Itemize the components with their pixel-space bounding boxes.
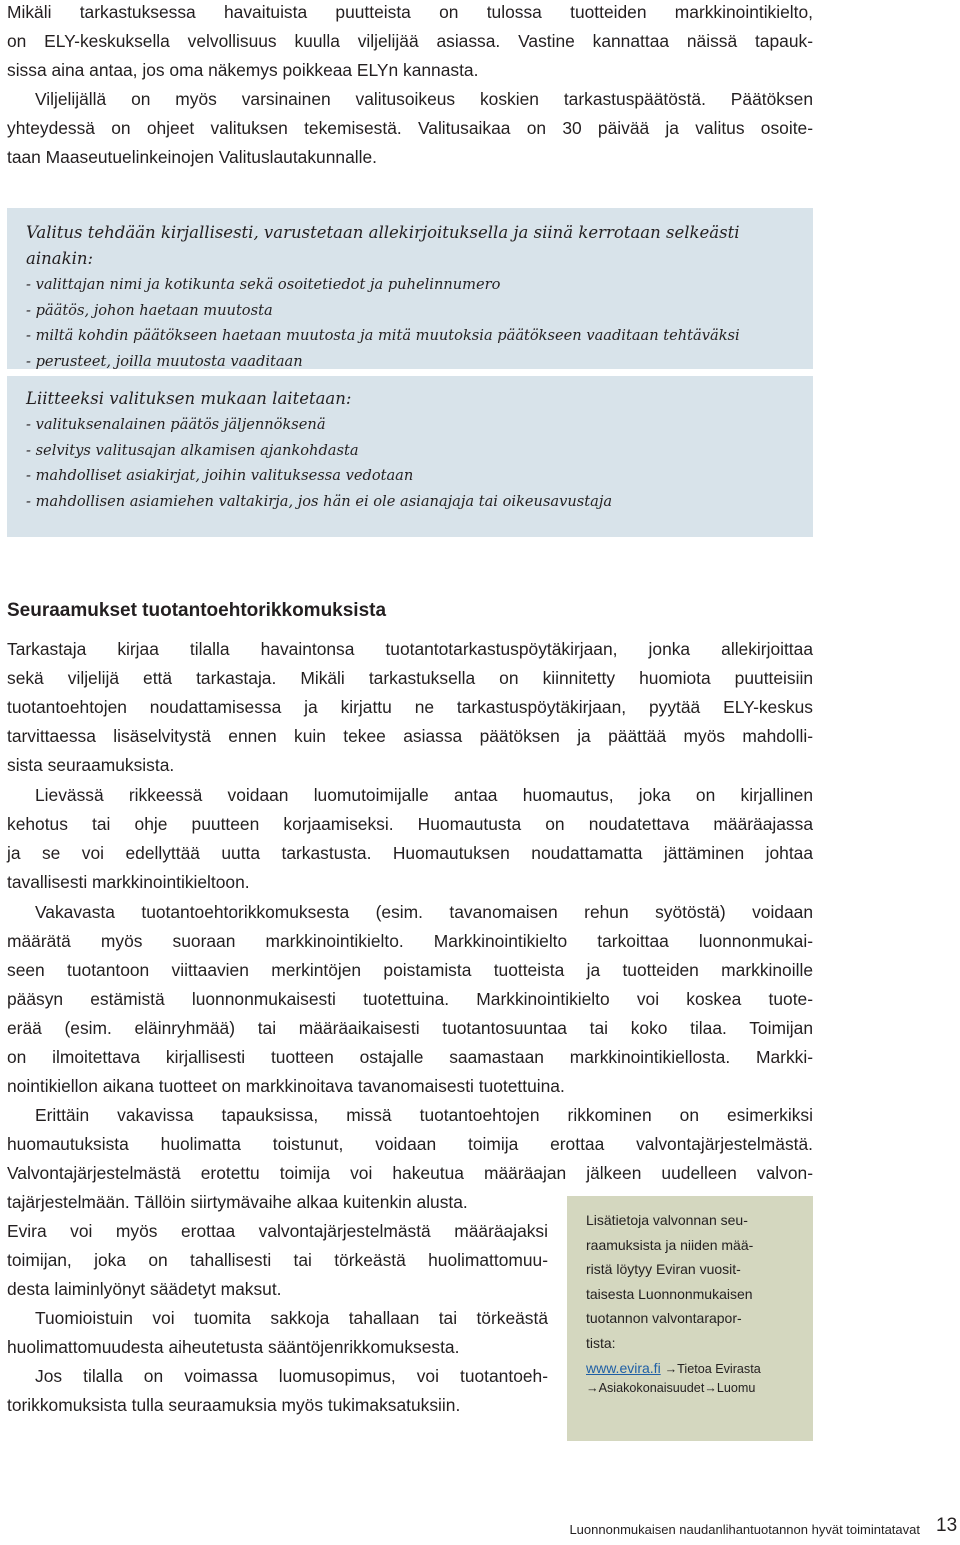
footer-title: Luonnonmukaisen naudanlihantuotannon hyvät toimintatavat — [569, 1522, 920, 1537]
text-line: Tarkastaja kirjaa tilalla havaintonsa tuotantotarkastuspöytäkirjaan, jonka allekirjoittaa — [7, 639, 813, 659]
text-line: tajärjestelmään. Tällöin siirtymävaihe alkaa kuitenkin alusta. — [7, 1192, 468, 1212]
text-line: nointikiellon aikana tuotteet on markkinoitava tavanomaisesti tuotettuina. — [7, 1076, 565, 1096]
text-line: tista: — [586, 1334, 616, 1351]
text-line: on ELY-keskuksella velvollisuus kuulla viljelijää asiassa. Vastine kannattaa näissä tapauk- — [7, 31, 813, 51]
info-link-line — [586, 1358, 800, 1379]
list-item: - miltä kohdin päätökseen haetaan muutosta ja mitä muutoksia päätökseen vaaditaan tehtäväksi — [26, 327, 740, 344]
section-paragraph-2 — [7, 781, 813, 897]
text-line: erää (esim. eläinryhmää) tai määräaikaisesti tuotantosuuntaa tai koko tilaa. Toimijan — [7, 1018, 813, 1038]
text-line: tuotannon valvontarapor- — [586, 1310, 742, 1326]
text-line: pääsyn estämistä luonnonmukaisesti tuotettuina. Markkinointikielto voi koskea tuote- — [7, 989, 813, 1009]
text-line: toimijan, joka on tahallisesti tai törkeästä huolimattomuu- — [7, 1250, 548, 1270]
text-line: huolimattomuudesta aiheutetusta sääntöjenrikkomuksesta. — [7, 1337, 460, 1357]
text-line: Lisätietoja valvonnan seu- — [586, 1212, 748, 1228]
text-line: sista seuraamuksista. — [7, 755, 175, 775]
section-paragraph-1 — [7, 635, 813, 780]
list-item: - mahdolliset asiakirjat, joihin valituksessa vedotaan — [26, 467, 414, 484]
text-line: ja se voi edellyttää uutta tarkastusta. Huomautuksen noudattamatta jättäminen johtaa — [7, 843, 813, 863]
section-paragraph-5 — [7, 1304, 548, 1362]
text-line: Erittäin vakavissa tapauksissa, missä tuotantoehtojen rikkominen on esimerkiksi — [35, 1105, 813, 1125]
intro-paragraph-2 — [7, 85, 813, 172]
intro-paragraph-1 — [7, 0, 813, 85]
text-line: Vakavasta tuotantoehtorikkomuksesta (esim. tavanomaisen rehun syötöstä) voidaan — [35, 902, 813, 922]
info-sidebar-box — [567, 1196, 813, 1441]
text-line: Viljelijällä on myös varsinainen valitusoikeus koskien tarkastuspäätöstä. Päätöksen — [35, 89, 813, 109]
evira-link[interactable]: www.evira.fi — [586, 1360, 661, 1376]
appeal-box-lead: Valitus tehdään kirjallisesti, varustetaan allekirjoituksella ja siinä kerrotaan selkeästi ainakin: — [26, 223, 740, 268]
nav-path-2: →Asiakokonaisuudet→Luomu — [586, 1381, 756, 1395]
text-line: määrätä myös suoraan markkinointikielto. Markkinointikielto tarkoittaa luonnonmukai- — [7, 931, 813, 951]
text-line: Lievässä rikkeessä voidaan luomutoimijalle antaa huomautus, joka on kirjallinen — [35, 785, 813, 805]
text-line: ristä löytyy Eviran vuosit- — [586, 1261, 741, 1277]
attachments-box-lead: Liitteeksi valituksen mukaan laitetaan: — [26, 389, 352, 408]
section-paragraph-3 — [7, 898, 813, 1101]
list-item: - päätös, johon haetaan muutosta — [26, 301, 273, 319]
attachments-box — [7, 376, 813, 537]
list-item: - perusteet, joilla muutosta vaaditaan — [26, 352, 303, 370]
section-heading: Seuraamukset tuotantoehtorikkomuksista — [7, 600, 387, 621]
list-item: - valittajan nimi ja kotikunta sekä osoitetiedot ja puhelinnumero — [26, 276, 501, 293]
text-line: raamuksista ja niiden mää- — [586, 1236, 754, 1253]
text-line: seen tuotantoon viittaavien merkintöjen poistamista tuotteista ja tuotteiden markkinoille — [7, 960, 813, 980]
text-line: Valvontajärjestelmästä erotettu toimija voi hakeutua määräajan jälkeen uudelleen valvon- — [7, 1163, 813, 1183]
text-line: sekä viljelijä että tarkastaja. Mikäli tarkastuksella on kiinnitetty huomiota puutteisiin — [7, 668, 813, 688]
text-line: tarvittaessa lisäselvitystä ennen kuin tekee asiassa päätöksen ja päättää myös mahdolli- — [7, 726, 813, 746]
text-line: Evira voi myös erottaa valvontajärjestelmästä määräajaksi — [7, 1221, 548, 1241]
text-line: tuotantoehtojen noudattamisessa ja kirjattu ne tarkastuspöytäkirjaan, pyytää ELY-keskus — [7, 697, 813, 717]
list-item: - valituksenalainen päätös jäljennöksenä — [26, 416, 326, 433]
text-line: tavallisesti markkinointikieltoon. — [7, 872, 250, 892]
section-paragraph-6 — [7, 1362, 548, 1420]
text-line: taan Maaseutuelinkeinojen Valituslautakunnalle. — [7, 147, 377, 167]
text-line: kehotus tai ohje puutteen korjaamiseksi. Huomautusta on noudatettava määräajassa — [7, 814, 813, 834]
page-number: 13 — [936, 1515, 958, 1536]
text-line: Tuomioistuin voi tuomita sakkoja tahallaan tai törkeästä — [35, 1308, 548, 1328]
appeal-instructions-box — [7, 208, 813, 369]
text-line: taisesta Luonnonmukaisen — [586, 1285, 753, 1302]
list-item: - selvitys valitusajan alkamisen ajankohdasta — [26, 441, 359, 459]
text-line: torikkomuksista tulla seuraamuksia myös tukimaksatuksiin. — [7, 1395, 461, 1415]
nav-path-1: →Tietoa Evirasta — [664, 1362, 761, 1376]
text-line: sissa aina antaa, jos oma näkemys poikkeaa ELYn kannasta. — [7, 60, 479, 80]
text-line: desta laiminlyönyt säädetyt maksut. — [7, 1279, 282, 1299]
list-item: - mahdollisen asiamiehen valtakirja, jos hän ei ole asianajaja tai oikeusavustaja — [26, 492, 613, 510]
text-line: huomautuksista huolimatta toistunut, voidaan toimija erottaa valvontajärjestelmästä. — [7, 1134, 813, 1154]
text-line: Mikäli tarkastuksessa havaituista puutteista on tulossa tuotteiden markkinointikielto, — [7, 2, 813, 22]
text-line: Jos tilalla on voimassa luomusopimus, voi tuotantoeh- — [35, 1366, 548, 1386]
text-line: yhteydessä on ohjeet valituksen tekemisestä. Valitusaikaa on 30 päivää ja valitus osoite- — [7, 118, 813, 138]
text-line: on ilmoitettava kirjallisesti tuotteen ostajalle saamastaan markkinointikiellosta. Markki- — [7, 1047, 813, 1067]
